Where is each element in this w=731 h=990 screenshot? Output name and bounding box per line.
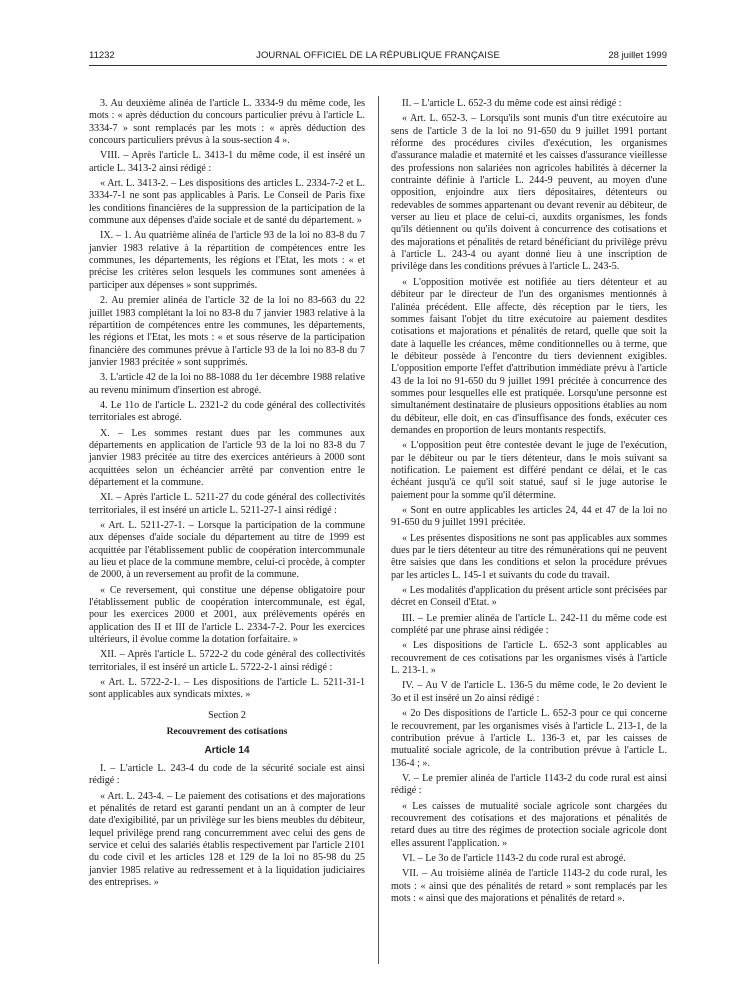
paragraph: « L'opposition motivée est notifiée au tiers détenteur et au débiteur par le directeur de l'un des organismes mentionnés à l'alinéa précédent. Elle affecte, dès réception par le tiers, les sommes faisant l'objet du titre exécutoire au paiement desdites cotisations et majorations et pénalités de retard, quelle que soit la date à laquelle les créances, même conditionnelles ou à terme, que le débiteur possède à l'encontre du tiers deviennent exigibles. L'opposition emporte l'effet d'attribution immédiate prévu à l'article 43 de la loi no 91-650 du 9 juillet 1991 précitée à concurrence des sommes pour lesquelles elle est pratiquée. Lorsqu'une personne est simultanément destinataire de plusieurs oppositions établies au nom du débiteur, elle doit, en cas d'insuffisance des fonds, exécuter ces demandes en proportion de leurs montants respectifs. [391, 276, 667, 436]
paragraph: « Art. L. 243-4. – Le paiement des cotisations et des majorations et pénalités de retard est garanti pendant un an à compter de leur date d'exigibilité, par un privilège sur les biens meubles du débiteur, lequel privilège prend rang concurremment avec celui des gens de service et celui des salariés établis respectivement par l'article 2101 du code civil et les articles 128 et 129 de la loi no 85-98 du 25 janvier 1985 relative au redressement et à la liquidation judiciaires des entreprises. » [89, 790, 365, 888]
paragraph: VI. – Le 3o de l'article 1143-2 du code rural est abrogé. [402, 852, 626, 864]
paragraph: III. – Le premier alinéa de l'article L. 242-11 du même code est complété par une phrase ainsi rédigée : [391, 612, 667, 637]
paragraph: « Sont en outre applicables les articles 24, 44 et 47 de la loi no 91-650 du 9 juillet 1991 précitée. [391, 505, 667, 529]
column-divider [378, 96, 379, 964]
paragraph: X. – Les sommes restant dues par les communes aux départements en application de l'article 93 de la loi no 83-8 du 7 janvier 1983 précitée au titre des exercices antérieurs à 2000 sont acquittées selon un échéancier arrêté par convention entre le département et la commune. [89, 427, 365, 488]
journal-title: JOURNAL OFFICIEL DE LA RÉPUBLIQUE FRANÇAISE [256, 50, 500, 61]
paragraph: I. – L'article L. 243-4 du code de la sécurité sociale est ainsi rédigé : [89, 762, 365, 787]
paragraph: IX. – 1. Au quatrième alinéa de l'article 93 de la loi no 83-8 du 7 janvier 1983 relative à la répartition de compétences entre les communes, les départements, les régions et l'Etat, les mots : « et précise les critères selon lesquels les communes sont amenées à participer aux dépenses » sont supprimés. [89, 230, 365, 291]
paragraph: « Art. L. 5211-27-1. – Lorsque la participation de la commune aux dépenses d'aide sociale du département au titre de 1999 est acquittée par l'établissement public de coopération intercommunale au lieu et place de la commune membre, celui-ci procède, à compter de 2000, à un reversement au profit de la commune. [89, 520, 365, 581]
paragraph: 2. Au premier alinéa de l'article 32 de la loi no 83-663 du 22 juillet 1983 complétant la loi no 83-8 du 7 janvier 1983 relative à la répartition de compétences entre les communes, les départements, les régions et l'Etat, les mots : « et sous réserve de la participation financière des communes prévue à l'article 93 de la loi no 83-8 du 7 janvier 1983 précitée » sont supprimés. [89, 295, 365, 368]
paragraph: « Les caisses de mutualité sociale agricole sont chargées du recouvrement des cotisations et des majorations et pénalités de retard dues au titre des régimes de protection sociale agricole dont elles assurent l'application. » [391, 800, 667, 849]
paragraph: « Art. L. 3413-2. – Les dispositions des articles L. 2334-7-2 et L. 3334-7-1 ne sont pas applicables à Paris. Le Conseil de Paris fixe les conditions financières de la suppression de la participation de la commune aux dépenses d'aide sociale et de santé du département. » [89, 178, 365, 227]
paragraph: VII. – Au troisième alinéa de l'article 1143-2 du code rural, les mots : « ainsi que des pénalités de retard » sont remplacés par les mots : « ainsi que des majorations et pénalités de retard ». [391, 868, 667, 904]
publication-date: 28 juillet 1999 [608, 50, 667, 61]
paragraph: 3. Au deuxième alinéa de l'article L. 3334-9 du même code, les mots : « après déduction du concours particulier prévu à l'article L. 3334-7 » sont remplacés par les mots : « après déduction des concours particuliers prévus à la sous-section 4 ». [89, 98, 365, 147]
article-heading: Article 14 [204, 744, 250, 756]
page-number: 11232 [89, 50, 115, 61]
paragraph: « Ce reversement, qui constitue une dépense obligatoire pour l'établissement public de coopération intercommunale, est égal, pour les exercices 2000 et 2001, aux prélèvements opérés en application des II et III de l'article L. 2334-7-2. Pour les exercices ultérieurs, il évolue comme la dotation forfaitaire. » [89, 584, 365, 646]
header-rule [89, 65, 667, 66]
paragraph: « Les dispositions de l'article L. 652-3 sont applicables au recouvrement de ces cotisations par les organismes visés à l'article L. 213-1. » [391, 640, 667, 677]
left-column [89, 98, 365, 892]
paragraph: IV. – Au V de l'article L. 136-5 du même code, le 2o devient le 3o et il est inséré un 2o ainsi rédigé : [391, 680, 667, 704]
paragraph: VIII. – Après l'article L. 3413-1 du même code, il est inséré un article L. 3413-2 ainsi rédigé : [89, 150, 365, 174]
paragraph: 4. Le 11o de l'article L. 2321-2 du code général des collectivités territoriales est abrogé. [89, 399, 365, 424]
paragraph: V. – Le premier alinéa de l'article 1143-2 du code rural est ainsi rédigé : [391, 772, 667, 797]
paragraph: XI. – Après l'article L. 5211-27 du code général des collectivités territoriales, il est inséré un article L. 5211-27-1 ainsi rédigé : [89, 492, 365, 516]
paragraph: « Art. L. 5722-2-1. – Les dispositions de l'article L. 5211-31-1 sont applicables aux syndicats mixtes. » [89, 677, 365, 701]
paragraph: II. – L'article L. 652-3 du même code est ainsi rédigé : [402, 98, 622, 109]
paragraph: « Les présentes dispositions ne sont pas applicables aux sommes dues par le tiers détenteur au titre des rémunérations qui ne peuvent être saisies que dans les conditions et selon la procédure prévues par les articles L. 145-1 et suivants du code du travail. [391, 532, 667, 581]
paragraph: XII. – Après l'article L. 5722-2 du code général des collectivités territoriales, il est inséré un article L. 5722-2-1 ainsi rédigé : [89, 649, 365, 673]
paragraph: « Art. L. 652-3. – Lorsqu'ils sont munis d'un titre exécutoire au sens de l'article 3 de la loi no 91-650 du 9 juillet 1991 portant réforme des procédures civiles d'exécution, les organismes d'assurance maladie et maternité et les caisses d'assurance vieillesse des professions non salariées non agricoles habilités à décerner la contrainte définie à l'article L. 244-9 peuvent, au moyen d'une opposition, enjoindre aux tiers dépositaires, détenteurs ou redevables de sommes appartenant ou devant revenir au débiteur, de verser au lieu et place de celui-ci, auxdits organismes, les fonds qu'ils détiennent ou qu'ils doivent à concurrence des cotisations et des majorations et pénalités de retard bénéficiant du privilège prévu à l'article L. 243-4 ou ayant donné lieu à une inscription de privilège dans les conditions prévues à l'article L. 243-5. [391, 113, 667, 273]
right-column [391, 98, 667, 908]
paragraph: « L'opposition peut être contestée devant le juge de l'exécution, par le débiteur ou par le tiers détenteur, dans le mois suivant sa notification. Le paiement est différé pendant ce délai, et le cas échéant jusqu'à ce qu'il soit statué, sauf si le juge autorise le paiement pour la somme qu'il détermine. [391, 440, 667, 501]
paragraph: 3. L'article 42 de la loi no 88-1088 du 1er décembre 1988 relative au revenu minimum d'insertion est abrogé. [89, 372, 366, 396]
page-header [89, 49, 667, 63]
paragraph: « Les modalités d'application du présent article sont précisées par décret en Conseil d'Etat. » [391, 585, 667, 609]
section-title: Recouvrement des cotisations [166, 726, 288, 738]
paragraph: « 2o Des dispositions de l'article L. 652-3 pour ce qui concerne le recouvrement, par les organismes visés à l'article L. 213-1, de la contribution prévue à l'article L. 136-3 et, par les caisses de mutualité sociale agricole, de la contribution prévue à l'article L. 136-4 ; ». [391, 708, 667, 769]
section-label: Section 2 [208, 709, 246, 721]
